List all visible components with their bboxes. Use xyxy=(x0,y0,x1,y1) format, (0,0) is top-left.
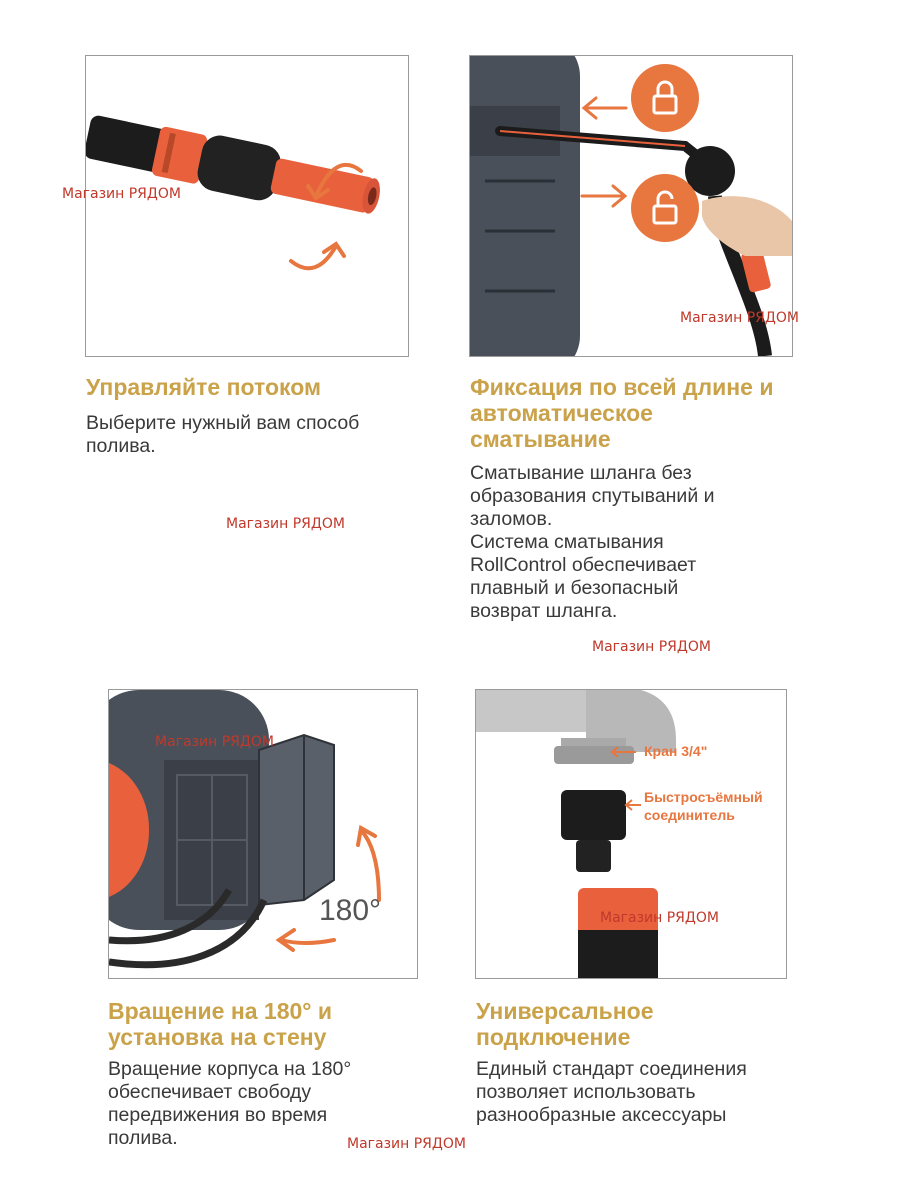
lock-heading-line: автоматическое xyxy=(470,400,653,426)
lock-open-icon xyxy=(631,174,699,242)
lock-body-line: RollControl обеспечивает xyxy=(470,554,697,576)
rotate-heading-line: Вращение на 180° и xyxy=(108,998,333,1024)
flow-body-line: Выберите нужный вам способ xyxy=(86,412,360,434)
flow-heading-line: Управляйте потоком xyxy=(86,374,321,400)
watermark: Магазин РЯДОМ xyxy=(226,516,345,532)
lock-heading xyxy=(470,374,774,452)
lock-body-line: образования спутываний и xyxy=(470,485,715,507)
watermark: Магазин РЯДОМ xyxy=(347,1136,466,1152)
lock-heading-line: сматывание xyxy=(470,426,611,452)
lock-body xyxy=(470,462,715,623)
lock-body-line: возврат шланга. xyxy=(470,600,618,622)
flow-body-line: полива. xyxy=(86,435,156,457)
watermark: Магазин РЯДОМ xyxy=(680,310,799,326)
flow-body xyxy=(86,412,359,458)
connect-heading-line: Универсальное xyxy=(476,998,654,1024)
rotate-angle-label: 180° xyxy=(319,894,382,927)
watermark: Магазин РЯДОМ xyxy=(592,639,711,655)
lock-body-line: плавный и безопасный xyxy=(470,577,679,599)
connect-heading-line: подключение xyxy=(476,1024,631,1050)
rotate-heading xyxy=(108,998,332,1050)
lock-body-line: заломов. xyxy=(470,508,553,530)
rotate-body-line: Вращение корпуса на 180° xyxy=(108,1058,352,1080)
lock-heading-line: Фиксация по всей длине и xyxy=(470,374,774,400)
connect-body-line: позволяет использовать xyxy=(476,1081,696,1103)
rotate-body-line: передвижения во время xyxy=(108,1104,328,1126)
arrow-right-icon xyxy=(582,186,625,206)
connect-body xyxy=(476,1058,747,1127)
connector-image xyxy=(475,689,787,979)
lock-closed-icon xyxy=(631,64,699,132)
watermark: Магазин РЯДОМ xyxy=(600,910,719,926)
watermark: Магазин РЯДОМ xyxy=(62,186,181,202)
callout-connector-label-line1: Быстросъёмный xyxy=(644,789,763,805)
rotate-body-line: обеспечивает свободу xyxy=(108,1081,312,1103)
connect-heading xyxy=(476,998,654,1050)
rotate-body-line: полива. xyxy=(108,1127,178,1149)
connect-body-line: разнообразные аксессуары xyxy=(476,1104,727,1126)
flow-heading xyxy=(86,374,321,400)
reel-rotate-image xyxy=(108,689,418,979)
watermark: Магазин РЯДОМ xyxy=(155,734,274,750)
connect-body-line: Единый стандарт соединения xyxy=(476,1058,747,1080)
lock-body-line: Система сматывания xyxy=(470,531,664,553)
callout-connector-label-line2: соединитель xyxy=(644,807,735,823)
callout-faucet-label: Кран 3/4" xyxy=(644,743,708,759)
rotate-body xyxy=(108,1058,351,1150)
arrow-left-icon xyxy=(584,98,626,118)
lock-body-line: Сматывание шланга без xyxy=(470,462,692,484)
rotate-heading-line: установка на стену xyxy=(108,1024,327,1050)
nozzle-image xyxy=(85,55,409,357)
